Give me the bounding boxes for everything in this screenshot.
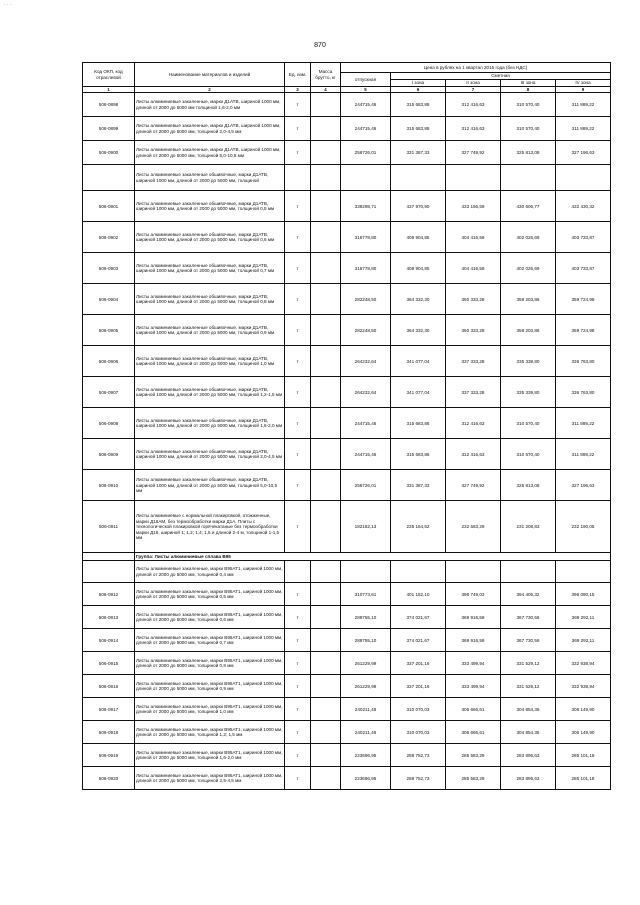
cell-release-price: 244715,46 xyxy=(341,117,391,141)
cell-zone-2-price: 306 666,61 xyxy=(446,698,501,721)
cell-zone-1-price: 315 683,86 xyxy=(391,93,446,117)
cell-zone-4-price: 285 101,18 xyxy=(556,767,611,790)
table-row xyxy=(83,767,611,790)
cell-zone-3-price: 402 026,69 xyxy=(501,253,556,284)
cell-unit xyxy=(285,561,311,583)
cell-zone-2-price: 312 416,63 xyxy=(446,408,501,439)
cell-zone-3-price: 367 730,56 xyxy=(501,629,556,652)
cell-zone-4-price: 369 292,11 xyxy=(556,606,611,629)
cell-zone-2-price: 327 749,92 xyxy=(446,141,501,165)
cell-unit: т xyxy=(285,222,311,253)
cell-unit: т xyxy=(285,315,311,346)
cell-mass xyxy=(311,606,341,629)
cell-zone-2-price: 369 916,59 xyxy=(446,606,501,629)
cell-zone-4-price: 336 763,80 xyxy=(556,346,611,377)
table-row xyxy=(83,93,611,117)
cell-zone-1-price: 374 021,67 xyxy=(391,629,446,652)
cell-mass xyxy=(311,222,341,253)
cell-mass xyxy=(311,284,341,315)
cell-code xyxy=(83,165,135,191)
cell-mass xyxy=(311,583,341,606)
table-row xyxy=(83,583,611,606)
cell-zone-2-price: 404 416,59 xyxy=(446,222,501,253)
cell-code: 506-0919 xyxy=(83,744,135,767)
cell-unit: т xyxy=(285,744,311,767)
cell-zone-2-price: 232 583,29 xyxy=(446,501,501,553)
cell-code: 506-0911 xyxy=(83,501,135,553)
cell-release-price: 316778,80 xyxy=(341,253,391,284)
cell-code xyxy=(83,561,135,583)
cell-code: 506-0909 xyxy=(83,439,135,470)
header-code: Код ОКП, код отраслевой xyxy=(83,63,135,87)
header-mass: Масса брутто, кг xyxy=(311,63,341,87)
header-zone-3: III зона xyxy=(501,80,556,87)
cell-code: 506-0910 xyxy=(83,470,135,501)
cell-code: 506-0920 xyxy=(83,767,135,790)
cell-release-price: 289755,10 xyxy=(341,629,391,652)
cell-mass xyxy=(311,117,341,141)
cell-name: Листы алюминиевые закаленные обшивочные, марки Д1АТВ, шириной 1000 мм, длиной от 2000 до 5000 мм, толщиной 1,0 мм xyxy=(135,346,285,377)
cell-name: Листы алюминиевые с нормальной плакировкой, отожженные, марки Д16АМ, без термообработки марки Д1А. Плиты с технологической плакировкой горячекатаные без термообработки марки Д16, шириной 1; 1,2; 1,4; 1,5 и длиной 2-4 м, толщиной 1-1,5 мм xyxy=(135,501,285,553)
cell-name: Листы алюминиевые закаленные, марки В95АТ1, шириной 1000 мм, длиной от 2000 до 5000 мм, толщиной 1,6-2,0 мм xyxy=(135,744,285,767)
cell-unit: т xyxy=(285,606,311,629)
cell-zone-2-price: 327 749,92 xyxy=(446,470,501,501)
cell-mass xyxy=(311,767,341,790)
cell-release-price: 264232,64 xyxy=(341,377,391,408)
cell-zone-4-price: 396 080,15 xyxy=(556,583,611,606)
cell-release-price: 261229,99 xyxy=(341,675,391,698)
cell-zone-2-price: 337 333,28 xyxy=(446,377,501,408)
cell-zone-3-price: 331 529,12 xyxy=(501,675,556,698)
cell-zone-1-price: 310 070,03 xyxy=(391,721,446,744)
cell-zone-3-price: 358 203,86 xyxy=(501,284,556,315)
cell-zone-2-price: 337 333,28 xyxy=(446,346,501,377)
cell-unit: т xyxy=(285,439,311,470)
cell-name: Листы алюминиевые закаленные обшивочные, марки Д1АТВ, шириной 1000 мм, длиной от 2000 до 5000 мм, толщиной 0,8 мм xyxy=(135,284,285,315)
header-release-price: отпускная xyxy=(341,73,391,87)
cell-zone-3-price: 283 895,63 xyxy=(501,767,556,790)
cell-name: Листы алюминиевые закаленные, марки В95АТ1, шириной 1000 мм, длиной от 2000 до 5000 мм, толщиной 1,2; 1,5 мм xyxy=(135,721,285,744)
cell-zone-3-price: 402 026,69 xyxy=(501,222,556,253)
cell-name: Листы алюминиевые закаленные, марки В95АТ1, шириной 1000 мм, длиной от 2000 до 5000 мм, толщиной 0,8 мм xyxy=(135,652,285,675)
cell-zone-1-price: 288 752,73 xyxy=(391,744,446,767)
cell-release-price: 223696,95 xyxy=(341,744,391,767)
cell-code: 506-0907 xyxy=(83,377,135,408)
cell-code xyxy=(83,553,135,561)
cell-zone-1-price: 235 164,52 xyxy=(391,501,446,553)
cell-unit: т xyxy=(285,191,311,222)
cell-name: Листы алюминиевые закаленные, марки Д1АТВ, шириной 1000 мм, длиной от 2000 до 5000 мм, толщиной 2,0-4,5 мм xyxy=(135,117,285,141)
table-row xyxy=(83,117,611,141)
cell-zone-3-price xyxy=(501,165,556,191)
cell-code: 506-0901 xyxy=(83,191,135,222)
table-row xyxy=(83,629,611,652)
cell-unit: т xyxy=(285,583,311,606)
cell-code: 506-0908 xyxy=(83,408,135,439)
cell-mass xyxy=(311,629,341,652)
cell-release-price: 261229,99 xyxy=(341,652,391,675)
column-index: 5 xyxy=(341,87,391,93)
cell-zone-3-price: 335 339,80 xyxy=(501,346,556,377)
cell-release-price: 240211,48 xyxy=(341,721,391,744)
cell-release-price: 223696,95 xyxy=(341,767,391,790)
cell-name: Листы алюминиевые закаленные обшивочные, марки Д1АТВ, шириной 1000 мм, длиной от 2000 до 5000 мм, толщиной 0,9 мм xyxy=(135,315,285,346)
cell-name: Листы алюминиевые закаленные обшивочные, марки Д1АТВ, шириной 1000 мм, длиной от 2000 до 5000 мм, толщиной 5,0-10,5 мм xyxy=(135,470,285,501)
scan-corner-mark: · · · xyxy=(4,2,12,8)
cell-unit: т xyxy=(285,721,311,744)
cell-code: 506-0918 xyxy=(83,721,135,744)
column-index: 7 xyxy=(446,87,501,93)
cell-zone-4-price: 327 196,63 xyxy=(556,141,611,165)
cell-release-price: 256726,01 xyxy=(341,141,391,165)
cell-unit: т xyxy=(285,767,311,790)
column-index: 6 xyxy=(391,87,446,93)
cell-zone-2-price: 312 416,63 xyxy=(446,93,501,117)
cell-zone-4-price: 285 101,18 xyxy=(556,744,611,767)
cell-mass xyxy=(311,501,341,553)
cell-code: 506-0904 xyxy=(83,284,135,315)
table-row xyxy=(83,439,611,470)
cell-mass xyxy=(311,346,341,377)
cell-unit: т xyxy=(285,117,311,141)
cell-zone-2-price: 333 499,94 xyxy=(446,652,501,675)
cell-zone-3-price: 231 208,83 xyxy=(501,501,556,553)
page-number: 870 xyxy=(314,42,326,49)
cell-release-price: 182182,13 xyxy=(341,501,391,553)
cell-name: Листы алюминиевые закаленные, марки Д1АТВ, шириной 1000 мм, длиной от 2000 до 5000 мм, толщиной 5,0-10,5 мм xyxy=(135,141,285,165)
cell-name: Листы алюминиевые закаленные, марки В95АТ1, шириной 1000 мм, длиной от 2000 до 5000 мм, толщиной 0,7 мм xyxy=(135,629,285,652)
cell-name: Листы алюминиевые закаленные, марки В95АТ1, шириной 1000 мм, длиной от 2000 до 5000 мм, толщиной 1,0 мм xyxy=(135,698,285,721)
cell-zone-3-price: 310 570,40 xyxy=(501,408,556,439)
cell-zone-1-price: 315 683,86 xyxy=(391,408,446,439)
cell-zone-4-price: 369 292,11 xyxy=(556,629,611,652)
cell-zone-1-price: 341 077,04 xyxy=(391,377,446,408)
header-estimate-price: Сметная xyxy=(391,73,611,80)
cell-zone-1-price xyxy=(391,165,446,191)
cell-code: 506-0906 xyxy=(83,346,135,377)
cell-zone-4-price xyxy=(556,165,611,191)
cell-zone-2-price: 360 333,28 xyxy=(446,284,501,315)
cell-name: Листы алюминиевые закаленные, марки Д1АТВ, шириной 1000 мм, длиной от 2000 до 5000 мм толщиной 1,6-2,0 мм xyxy=(135,93,285,117)
cell-unit: т xyxy=(285,284,311,315)
cell-name: Листы алюминиевые закаленные, марки В95АТ1, шириной 1000 мм, длиной от 2000 до 5000 мм, толщиной 0,5 мм xyxy=(135,583,285,606)
header-price-group: Цена в рублях на 1 квартал 2015 года (без НДС) xyxy=(341,63,611,73)
cell-zone-1-price: 364 332,30 xyxy=(391,315,446,346)
cell-zone-3-price: 358 203,86 xyxy=(501,315,556,346)
table-row xyxy=(83,315,611,346)
table-row xyxy=(83,652,611,675)
column-index: 1 xyxy=(83,87,135,93)
cell-zone-3-price: 394 405,32 xyxy=(501,583,556,606)
cell-zone-3-price: 430 606,77 xyxy=(501,191,556,222)
cell-mass xyxy=(311,253,341,284)
cell-release-price: 264232,64 xyxy=(341,346,391,377)
price-table xyxy=(82,62,611,790)
cell-zone-1-price: 315 683,86 xyxy=(391,439,446,470)
cell-zone-3-price: 310 570,40 xyxy=(501,439,556,470)
cell-zone-4-price: 311 889,22 xyxy=(556,93,611,117)
table-row xyxy=(83,470,611,501)
table-row xyxy=(83,501,611,553)
table-body xyxy=(83,93,611,790)
cell-release-price: 282248,50 xyxy=(341,315,391,346)
cell-zone-3-price: 310 570,40 xyxy=(501,93,556,117)
cell-code: 506-0914 xyxy=(83,629,135,652)
table-row xyxy=(83,253,611,284)
cell-code: 506-0912 xyxy=(83,583,135,606)
cell-unit: т xyxy=(285,408,311,439)
cell-zone-1-price: 315 683,86 xyxy=(391,117,446,141)
cell-name: Листы алюминиевые закаленные обшивочные, марки Д1АТВ, шириной 1000 мм, длиной от 2000 до 5000 мм, толщиной 0,7 мм xyxy=(135,253,285,284)
cell-mass xyxy=(311,377,341,408)
table-row xyxy=(83,561,611,583)
cell-zone-4-price: 332 938,94 xyxy=(556,675,611,698)
table-row xyxy=(83,675,611,698)
cell-zone-1-price xyxy=(391,561,446,583)
cell-zone-3-price: 331 529,12 xyxy=(501,652,556,675)
cell-zone-1-price: 310 070,03 xyxy=(391,698,446,721)
group-row xyxy=(83,553,611,561)
header-zone-1: I зона xyxy=(391,80,446,87)
cell-zone-3-price: 283 895,63 xyxy=(501,744,556,767)
cell-name: Листы алюминиевые закаленные, марки В95АТ1, шириной 1000 мм, длиной от 2000 до 5000 мм, толщиной 0,9 мм xyxy=(135,675,285,698)
group-title: Группа: Листы алюминиевые сплава В95 xyxy=(135,553,611,561)
table-row xyxy=(83,284,611,315)
table-row xyxy=(83,606,611,629)
cell-zone-4-price: 306 149,90 xyxy=(556,721,611,744)
cell-unit: т xyxy=(285,93,311,117)
table-row xyxy=(83,222,611,253)
cell-name: Листы алюминиевые закаленные, марки В95АТ1, шириной 1000 мм, длиной от 2000 до 5000 мм, толщиной 2,5-4,5 мм xyxy=(135,767,285,790)
cell-code: 506-0902 xyxy=(83,222,135,253)
cell-release-price: 289755,10 xyxy=(341,606,391,629)
table-row xyxy=(83,165,611,191)
table-row xyxy=(83,721,611,744)
header-zone-4: IV зона xyxy=(556,80,611,87)
cell-zone-2-price: 396 749,03 xyxy=(446,583,501,606)
cell-release-price: 240211,48 xyxy=(341,698,391,721)
cell-release-price: 256726,01 xyxy=(341,470,391,501)
cell-zone-3-price xyxy=(501,561,556,583)
cell-zone-1-price: 337 201,16 xyxy=(391,652,446,675)
cell-release-price xyxy=(341,561,391,583)
header-name: Наименование материалов и изделий xyxy=(135,63,285,87)
cell-zone-4-price: 311 889,22 xyxy=(556,408,611,439)
cell-zone-4-price: 311 889,22 xyxy=(556,117,611,141)
cell-zone-3-price: 335 339,80 xyxy=(501,377,556,408)
cell-unit: т xyxy=(285,698,311,721)
header-unit: Ед. изм. xyxy=(285,63,311,87)
cell-release-price: 339298,71 xyxy=(341,191,391,222)
cell-unit: т xyxy=(285,377,311,408)
cell-code: 506-0915 xyxy=(83,652,135,675)
cell-mass xyxy=(311,675,341,698)
cell-release-price: 282248,50 xyxy=(341,284,391,315)
cell-code: 506-0900 xyxy=(83,141,135,165)
cell-zone-4-price: 403 733,87 xyxy=(556,222,611,253)
cell-zone-3-price: 325 813,08 xyxy=(501,470,556,501)
cell-unit: т xyxy=(285,141,311,165)
cell-name: Листы алюминиевые закаленные, марки В95АТ1, шириной 1000 мм, длиной от 2000 до 5000 мм, толщиной 0,6 мм xyxy=(135,606,285,629)
cell-zone-4-price: 332 938,94 xyxy=(556,652,611,675)
cell-unit: т xyxy=(285,652,311,675)
cell-zone-3-price: 304 854,35 xyxy=(501,721,556,744)
cell-mass xyxy=(311,191,341,222)
cell-zone-1-price: 408 904,85 xyxy=(391,253,446,284)
cell-code: 506-0899 xyxy=(83,117,135,141)
table-row xyxy=(83,141,611,165)
table-row xyxy=(83,698,611,721)
cell-mass xyxy=(311,744,341,767)
cell-code: 506-0898 xyxy=(83,93,135,117)
cell-zone-2-price: 285 583,29 xyxy=(446,767,501,790)
cell-zone-3-price: 304 854,35 xyxy=(501,698,556,721)
column-index: 8 xyxy=(501,87,556,93)
table-row xyxy=(83,346,611,377)
cell-mass xyxy=(311,470,341,501)
cell-release-price: 244715,46 xyxy=(341,439,391,470)
cell-zone-2-price: 360 333,28 xyxy=(446,315,501,346)
cell-zone-2-price: 404 416,59 xyxy=(446,253,501,284)
column-index: 4 xyxy=(311,87,341,93)
cell-code: 506-0905 xyxy=(83,315,135,346)
cell-zone-2-price: 312 416,63 xyxy=(446,439,501,470)
cell-name: Листы алюминиевые закаленные обшивочные, марки Д1АТВ, шириной 1000 мм, длиной от 2000 до 5000 мм, толщиной 0,5 мм xyxy=(135,191,285,222)
cell-zone-1-price: 331 387,33 xyxy=(391,470,446,501)
cell-release-price: 244715,46 xyxy=(341,93,391,117)
cell-zone-2-price: 369 916,59 xyxy=(446,629,501,652)
cell-zone-1-price: 374 021,67 xyxy=(391,606,446,629)
cell-unit: т xyxy=(285,501,311,553)
cell-code: 506-0913 xyxy=(83,606,135,629)
cell-zone-1-price: 331 387,33 xyxy=(391,141,446,165)
column-index: 3 xyxy=(285,87,311,93)
cell-name: Листы алюминиевые закаленные обшивочные, марки Д1АТВ, шириной 1000 мм, длиной от 2000 до 5000 мм, толщиной 1,6-2,0 мм xyxy=(135,408,285,439)
cell-zone-1-price: 288 752,73 xyxy=(391,767,446,790)
cell-zone-2-price xyxy=(446,561,501,583)
cell-mass xyxy=(311,439,341,470)
cell-mass xyxy=(311,721,341,744)
cell-zone-2-price: 333 499,94 xyxy=(446,675,501,698)
cell-name: Листы алюминиевые закаленные обшивочные, марки Д1АТВ, шириной 1000 мм, длиной от 2000 до 5000 мм, толщиной xyxy=(135,165,285,191)
header-zone-2: II зона xyxy=(446,80,501,87)
cell-mass xyxy=(311,141,341,165)
cell-mass xyxy=(311,315,341,346)
cell-zone-1-price: 337 201,16 xyxy=(391,675,446,698)
cell-unit xyxy=(285,165,311,191)
cell-mass xyxy=(311,408,341,439)
cell-release-price: 244715,46 xyxy=(341,408,391,439)
cell-zone-4-price: 403 733,87 xyxy=(556,253,611,284)
cell-code: 506-0917 xyxy=(83,698,135,721)
cell-name: Листы алюминиевые закаленные обшивочные, марки Д1АТВ, шириной 1000 мм, длиной от 2000 до 5000 мм, толщиной 0,6 мм xyxy=(135,222,285,253)
cell-zone-1-price: 341 077,04 xyxy=(391,346,446,377)
cell-release-price: 316778,80 xyxy=(341,222,391,253)
cell-zone-4-price: 336 763,80 xyxy=(556,377,611,408)
cell-zone-2-price: 285 583,29 xyxy=(446,744,501,767)
cell-zone-1-price: 437 970,90 xyxy=(391,191,446,222)
cell-zone-2-price: 312 416,63 xyxy=(446,117,501,141)
cell-unit: т xyxy=(285,675,311,698)
cell-zone-4-price: 306 149,90 xyxy=(556,698,611,721)
cell-zone-1-price: 408 904,85 xyxy=(391,222,446,253)
cell-zone-4-price: 311 889,22 xyxy=(556,439,611,470)
cell-unit: т xyxy=(285,346,311,377)
column-index: 9 xyxy=(556,87,611,93)
cell-name: Листы алюминиевые закаленные, марки В95АТ1, шириной 1000 мм, длиной от 2000 до 5000 мм, толщиной 0,4 мм xyxy=(135,561,285,583)
table-row xyxy=(83,377,611,408)
cell-code: 506-0903 xyxy=(83,253,135,284)
cell-mass xyxy=(311,561,341,583)
cell-name: Листы алюминиевые закаленные обшивочные, марки Д1АТВ, шириной 1000 мм, длиной от 2000 до 5000 мм, толщиной 1,2-1,5 мм xyxy=(135,377,285,408)
table-row xyxy=(83,408,611,439)
cell-zone-1-price: 401 152,10 xyxy=(391,583,446,606)
cell-zone-2-price: 306 666,61 xyxy=(446,721,501,744)
cell-zone-3-price: 325 813,08 xyxy=(501,141,556,165)
cell-zone-2-price xyxy=(446,165,501,191)
cell-unit: т xyxy=(285,470,311,501)
cell-zone-3-price: 367 730,56 xyxy=(501,606,556,629)
cell-zone-4-price: 359 724,98 xyxy=(556,315,611,346)
column-index: 2 xyxy=(135,87,285,93)
cell-mass xyxy=(311,165,341,191)
cell-mass xyxy=(311,93,341,117)
cell-zone-1-price: 364 332,30 xyxy=(391,284,446,315)
cell-zone-4-price: 232 190,05 xyxy=(556,501,611,553)
table-row xyxy=(83,744,611,767)
cell-zone-4-price xyxy=(556,561,611,583)
cell-unit: т xyxy=(285,253,311,284)
cell-unit: т xyxy=(285,629,311,652)
cell-zone-4-price: 327 196,63 xyxy=(556,470,611,501)
cell-zone-3-price: 310 570,40 xyxy=(501,117,556,141)
cell-mass xyxy=(311,652,341,675)
cell-zone-2-price: 433 156,59 xyxy=(446,191,501,222)
table-row xyxy=(83,191,611,222)
cell-zone-4-price: 432 430,32 xyxy=(556,191,611,222)
cell-zone-4-price: 359 724,98 xyxy=(556,284,611,315)
cell-mass xyxy=(311,698,341,721)
cell-release-price: 310773,61 xyxy=(341,583,391,606)
cell-release-price xyxy=(341,165,391,191)
cell-name: Листы алюминиевые закаленные обшивочные, марки Д1АТВ, шириной 1000 мм, длиной от 2000 до 5000 мм, толщиной 2,0-4,5 мм xyxy=(135,439,285,470)
cell-code: 506-0916 xyxy=(83,675,135,698)
